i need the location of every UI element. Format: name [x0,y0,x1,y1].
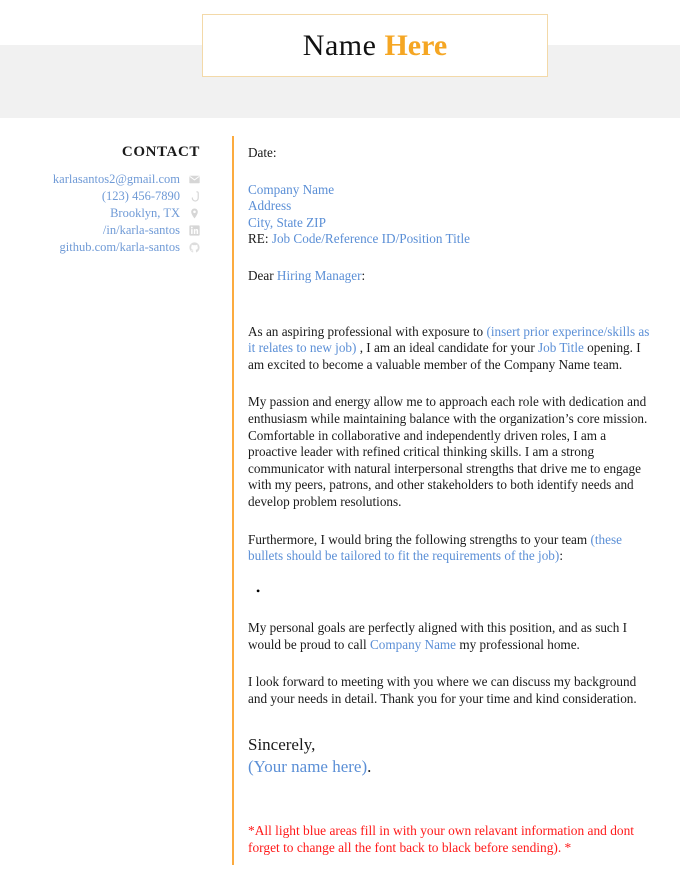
contact-item-email[interactable] [0,171,200,187]
signoff-block [248,734,652,778]
paragraph-closing[interactable]: I look forward to meeting with you where we can discuss my background and your needs in detail. Thank you for your time and kind consideration. [248,674,637,707]
salutation-recipient: Hiring Manager [276,267,362,283]
name-title-box [202,14,548,77]
salutation-dear: Dear [248,267,277,283]
strengths-bullet-list [248,583,652,600]
signoff-word: Sincerely, [248,734,316,754]
github-icon [189,242,200,253]
recipient-address-block [248,182,652,248]
paragraph-passion[interactable]: My passion and energy allow me to approach each role with dedication and enthusiasm while maintaining balance with the organization’s core mission. Comfortable in collaborative and independently driven roles, I am a proactive leader with refined critical thinking skills. I am a strong communicator with natural interpersonal strengths that drive me to engage with my peers, patrons, and other stakeholders to both identify needs and develop problem resolutions. [248,394,648,509]
salutation-colon: : [361,267,366,283]
para1-part3: opening. I am excited to become a valuable member of the Company Name team. [248,340,641,372]
para1-placeholder-experience: (insert prior experince/skills as it relates to new job) [248,323,650,356]
date-label: Date: [248,145,277,160]
contact-item-linkedin[interactable] [0,222,200,238]
contact-item-github[interactable] [0,239,200,255]
contact-github-text: github.com/karla-santos [59,240,180,254]
envelope-icon [189,174,200,185]
contact-email-text: karlasantos2@gmail.com [52,172,180,186]
para3-part1: Furthermore, I would bring the following strengths to your team [248,531,591,547]
address-city-state-zip[interactable]: City, State ZIP [248,214,326,230]
para3-placeholder-bullets: (these bullets should be tailored to fit the requirements of the job) [248,531,622,564]
para1-placeholder-job-title: Job Title [538,340,584,356]
salutation-line[interactable] [248,268,652,285]
paragraph-intro[interactable] [248,324,652,374]
contact-heading: CONTACT [121,144,200,160]
address-company[interactable]: Company Name [248,181,335,197]
signoff-period: . [367,756,372,776]
address-reference-line[interactable] [248,231,652,248]
re-value: Job Code/Reference ID/Position Title [271,231,470,247]
linkedin-icon [189,225,200,236]
signoff-name-line[interactable] [248,756,652,778]
para1-part1: As an aspiring professional with exposure to [248,323,487,339]
para4-part1: My personal goals are perfectly aligned with this position, and as such I would be proud to call [248,620,628,652]
letter-content [248,136,652,857]
paragraph-strengths-intro[interactable] [248,532,652,565]
date-line[interactable] [248,145,652,162]
location-pin-icon [189,208,200,219]
contact-item-location[interactable] [0,205,200,221]
contact-item-phone[interactable] [0,188,200,204]
contact-phone-text: (123) 456-7890 [101,189,180,203]
re-label: RE: [248,231,272,247]
contact-linkedin-text: /in/karla-santos [102,223,180,237]
paragraph-goals[interactable] [248,620,652,653]
list-item[interactable] [256,583,652,600]
contact-list [0,171,224,255]
address-street[interactable]: Address [248,198,292,214]
vertical-divider [232,136,234,865]
para4-placeholder-company: Company Name [369,636,457,652]
contact-sidebar [0,136,224,880]
signoff-name-placeholder: (Your name here) [248,756,368,776]
phone-icon [189,191,200,202]
contact-location-text: Brooklyn, TX [110,206,180,220]
para4-part2: my professional home. [456,636,580,652]
disclaimer-note: *All light blue areas fill in with your own relavant information and dont forget to change all the font back to black before sending). * [248,822,635,856]
para1-part2: , I am an ideal candidate for your [356,340,539,356]
para3-part2: : [559,548,563,564]
page-body [0,136,680,880]
name-first-part: Name [302,28,385,62]
name-accent-part: Here [384,28,448,62]
